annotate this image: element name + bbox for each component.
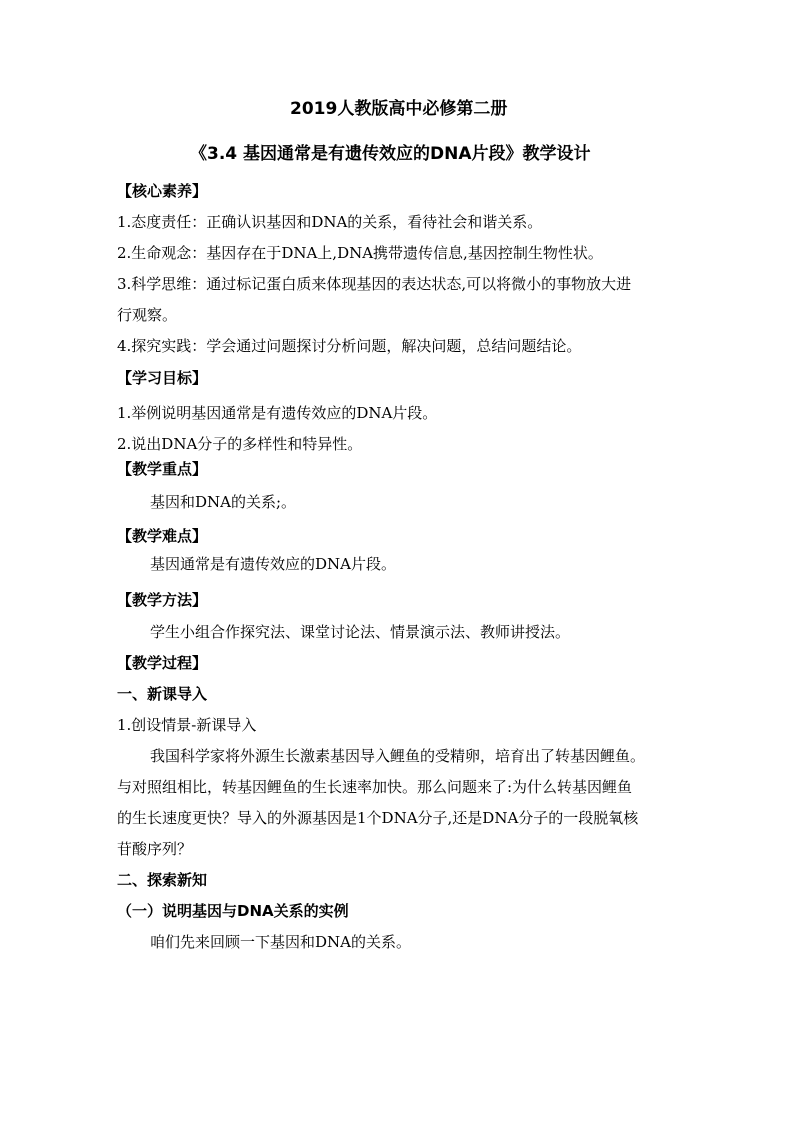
- subsection-gene-dna-example: （一）说明基因与DNA关系的实例: [117, 902, 349, 920]
- methods-text: 学生小组合作探究法、课堂讨论法、情景演示法、教师讲授法。: [150, 623, 571, 641]
- core-literacy-item-4: 4.探究实践：学会通过问题探讨分析问题，解决问题，总结问题结论。: [117, 337, 582, 355]
- intro-paragraph-line1: 我国科学家将外源生长激素基因导入鲤鱼的受精卵，培育出了转基因鲤鱼。: [150, 747, 646, 765]
- difficulties-text: 基因通常是有遗传效应的DNA片段。: [150, 555, 396, 573]
- section-new-lesson-intro: 一、新课导入: [117, 685, 208, 703]
- section-explore-new-knowledge: 二、探索新知: [117, 871, 208, 889]
- heading-objectives: 【学习目标】: [117, 369, 208, 387]
- heading-difficulties: 【教学难点】: [117, 527, 208, 545]
- objective-item-2: 2.说出DNA分子的多样性和特异性。: [117, 435, 363, 453]
- key-points-text: 基因和DNA的关系;。: [150, 493, 297, 511]
- intro-paragraph-line3: 的生长速度更快？导入的外源基因是1个DNA分子,还是DNA分子的一段脱氧核: [117, 809, 639, 827]
- step-create-scenario: 1.创设情景-新课导入: [117, 716, 257, 734]
- core-literacy-item-3: 3.科学思维：通过标记蛋白质来体现基因的表达状态,可以将微小的事物放大进: [117, 275, 632, 293]
- heading-methods: 【教学方法】: [117, 591, 208, 609]
- objective-item-1: 1.举例说明基因通常是有遗传效应的DNA片段。: [117, 404, 438, 422]
- intro-paragraph-line2: 与对照组相比，转基因鲤鱼的生长速率加快。那么问题来了:为什么转基因鲤鱼: [117, 778, 633, 796]
- heading-core-literacy: 【核心素养】: [117, 182, 208, 200]
- heading-key-points: 【教学重点】: [117, 460, 208, 478]
- document-title-line1: 2019人教版高中必修第二册: [290, 99, 508, 119]
- core-literacy-item-1: 1.态度责任：正确认识基因和DNA的关系，看待社会和谐关系。: [117, 213, 543, 231]
- core-literacy-item-3-cont: 行观察。: [117, 306, 178, 324]
- document-title-line2: 《3.4 基因通常是有遗传效应的DNA片段》教学设计: [190, 144, 591, 164]
- core-literacy-item-2: 2.生命观念：基因存在于DNA上,DNA携带遗传信息,基因控制生物性状。: [117, 244, 603, 262]
- explore-paragraph: 咱们先来回顾一下基因和DNA的关系。: [150, 933, 411, 951]
- heading-process: 【教学过程】: [117, 654, 208, 672]
- intro-paragraph-line4: 苷酸序列？: [117, 840, 193, 858]
